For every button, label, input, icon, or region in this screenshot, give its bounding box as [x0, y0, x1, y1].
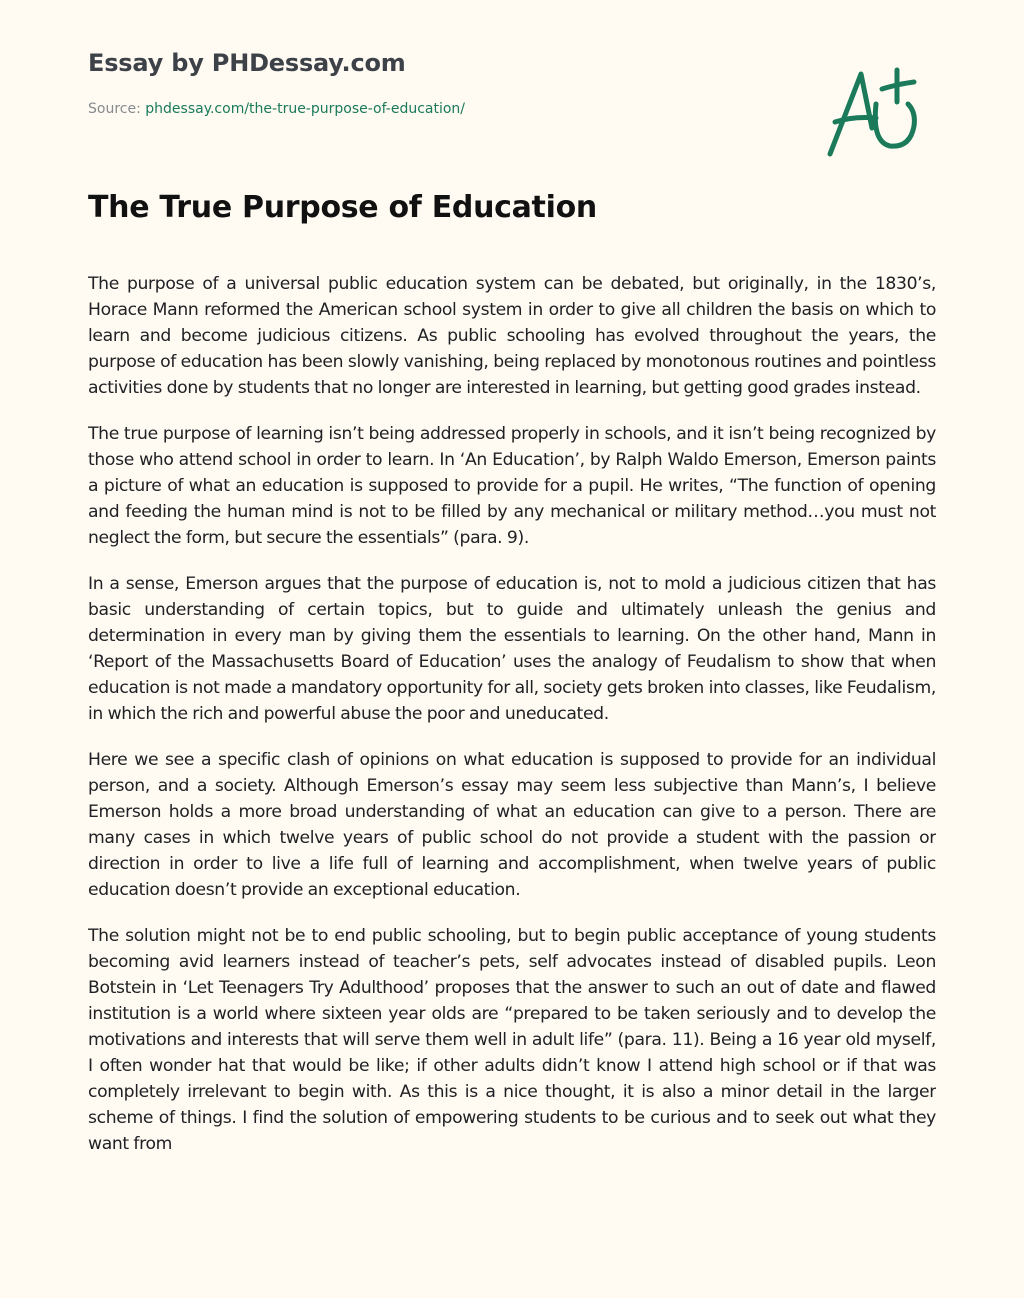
site-brand: Essay by PHDessay.com	[88, 49, 406, 77]
essay-paragraph: The purpose of a universal public education system can be debated, but originally, in the 1830’s, Horace Mann reformed the American school system in order to give all children the basis on which to learn and become judicious citizens. As public schooling has evolved throughout the years, the purpose of education has been slowly vanishing, being replaced by monotonous routines and pointless activities done by students that no longer are interested in learning, but getting good grades instead.	[88, 274, 936, 398]
a-plus-grade-icon	[826, 62, 930, 162]
source-label: Source:	[88, 101, 141, 117]
essay-paragraph: Here we see a specific clash of opinions on what education is supposed to provide for an individual person, and a society. Although Emerson’s essay may seem less subjective than Mann’s, I believe Emerson holds a more broad understanding of what an education can give to a person. There are many cases in which twelve years of public school do not provide a student with the passion or direction in order to live a life full of learning and accomplishment, when twelve years of public education doesn’t provide an exceptional education.	[88, 750, 936, 900]
source-link[interactable]: phdessay.com/the-true-purpose-of-education/	[145, 101, 466, 117]
essay-body	[88, 271, 936, 1255]
essay-paragraph: The solution might not be to end public schooling, but to begin public acceptance of young students becoming avid learners instead of teacher’s pets, self advocates instead of disabled pupils. Leon Botstein in ‘Let Teenagers Try Adulthood’ proposes that the answer to such an out of date and flawed institution is a world where sixteen year olds are “prepared to be taken seriously and to develop the motivations and interests that will serve them well in adult life” (para. 11). Being a 16 year old myself, I often wonder hat that would be like; if other adults didn’t know I attend high school or if that was completely irrelevant to begin with. As this is a nice thought, it is also a minor detail in the larger scheme of things. I find the solution of empowering students to be curious and to seek out what they want from	[88, 926, 936, 1154]
essay-paragraph: In a sense, Emerson argues that the purpose of education is, not to mold a judicious citizen that has basic understanding of certain topics, but to guide and ultimately unleash the genius and determination in every man by giving them the essentials to learning. On the other hand, Mann in ‘Report of the Massachusetts Board of Education’ uses the analogy of Feudalism to show that when education is not made a mandatory opportunity for all, society gets broken into classes, like Feudalism, in which the rich and powerful abuse the poor and uneducated.	[88, 574, 936, 724]
essay-paragraph: The true purpose of learning isn’t being addressed properly in schools, and it isn’t being recognized by those who attend school in order to learn. In ‘An Education’, by Ralph Waldo Emerson, Emerson paints a picture of what an education is supposed to provide for a pupil. He writes, “The function of opening and feeding the human mind is not to be filled by any mechanical or military method…you must not neglect the form, but secure the essentials” (para. 9).	[88, 424, 936, 548]
source-line	[88, 101, 465, 117]
essay-title: The True Purpose of Education	[88, 190, 597, 225]
